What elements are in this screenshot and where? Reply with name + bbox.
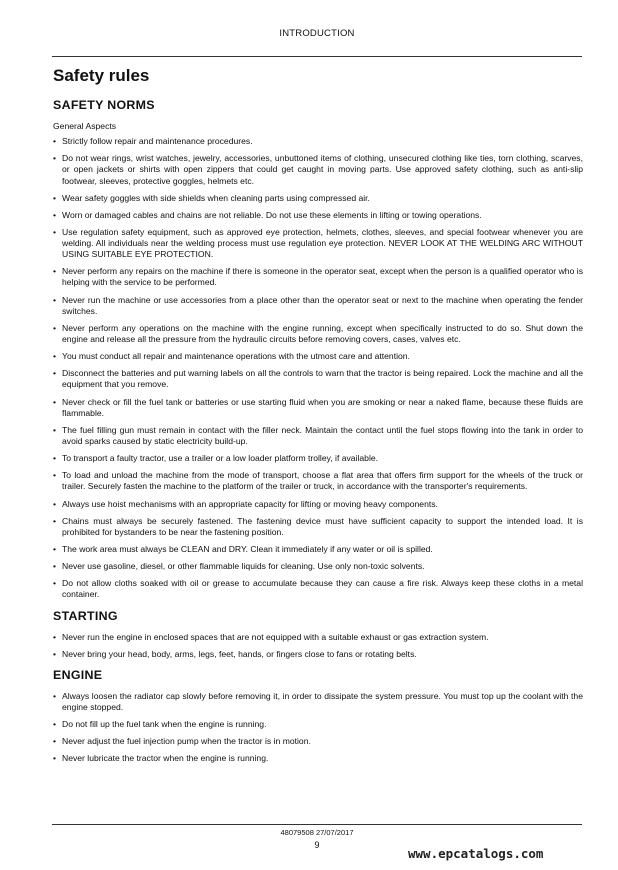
list-item: • Do not wear rings, wrist watches, jewelry, accessories, unbuttoned items of clothing, unsecured clothing like ties, torn clothing, scarves, or open jackets or shirts with open zippers that could get caught in moving parts. Use approved safety clothing, such as anti-slip footwear, sleeves, protective goggles, helmets etc. <box>53 153 583 187</box>
list-item: • Always use hoist mechanisms with an appropriate capacity for lifting or moving heavy components. <box>53 499 583 510</box>
list-item: • The fuel filling gun must remain in contact with the filler neck. Maintain the contact until the fuel stops flowing into the tank in order to avoid sparks caused by static electricity build-up. <box>53 425 583 447</box>
list-item: • You must conduct all repair and maintenance operations with the utmost care and attention. <box>53 351 583 362</box>
page-number: 9 <box>314 840 320 850</box>
list-item: • Never adjust the fuel injection pump when the tractor is in motion. <box>53 736 583 747</box>
list-item: • Never lubricate the tractor when the engine is running. <box>53 753 583 764</box>
list-item: • Wear safety goggles with side shields when cleaning parts using compressed air. <box>53 193 583 204</box>
section-heading: ENGINE <box>53 667 103 682</box>
bullet-list <box>53 632 583 660</box>
list-item: • Chains must always be securely fastened. The fastening device must have sufficient capacity to support the intended load. It is prohibited for bystanders to be near the fastening position. <box>53 516 583 538</box>
list-item: • Use regulation safety equipment, such as approved eye protection, helmets, clothes, sleeves, and special footwear whenever you are welding. All individuals near the welding process must use regulation eye protection. NEVER LOOK AT THE WELDING ARC WITHOUT USING SUITABLE EYE PROTECTION. <box>53 227 583 261</box>
section-heading: STARTING <box>53 608 118 623</box>
list-item: • Always loosen the radiator cap slowly before removing it, in order to dissipate the system pressure. You must top up the coolant with the engine stopped. <box>53 691 583 713</box>
list-item: • Never run the engine in enclosed spaces that are not equipped with a suitable exhaust or gas extraction system. <box>53 632 583 643</box>
list-item: • Never run the machine or use accessories from a place other than the operator seat or next to the machine when operating the fender switches. <box>53 295 583 317</box>
section-heading: SAFETY NORMS <box>53 98 155 112</box>
page-title: Safety rules <box>53 66 150 85</box>
list-item: • Never check or fill the fuel tank or batteries or use starting fluid when you are smoking or near a naked flame, because these fluids are flammable. <box>53 397 583 419</box>
list-item: • Do not fill up the fuel tank when the engine is running. <box>53 719 583 730</box>
footer-rule <box>52 824 582 825</box>
list-item: • Never bring your head, body, arms, legs, feet, hands, or fingers close to fans or rotating belts. <box>53 649 583 660</box>
list-item: • Do not allow cloths soaked with oil or grease to accumulate because they can cause a fire risk. Always keep these cloths in a metal container. <box>53 578 583 600</box>
list-item: • The work area must always be CLEAN and DRY. Clean it immediately if any water or oil is spilled. <box>53 544 583 555</box>
bullet-list <box>53 136 583 601</box>
list-item: • To transport a faulty tractor, use a trailer or a low loader platform trolley, if available. <box>53 453 583 464</box>
section-engine <box>53 668 583 765</box>
bullet-list <box>53 691 583 765</box>
list-item: • Never perform any operations on the machine with the engine running, except when specifically instructed to do so. Shut down the engine and release all the pressure from the hydraulic circuits before removing covers, cases, valves etc. <box>53 323 583 345</box>
document-code: 48079508 27/07/2017 <box>280 828 354 837</box>
page-header: INTRODUCTION <box>279 28 355 39</box>
main-content <box>53 98 583 773</box>
header-rule <box>52 56 582 57</box>
watermark-url: www.epcatalogs.com <box>408 846 544 861</box>
list-item: • Never perform any repairs on the machine if there is someone in the operator seat, except when the person is a qualified operator who is helping with the service to be performed. <box>53 266 583 288</box>
list-item: • Strictly follow repair and maintenance procedures. <box>53 136 583 147</box>
subsection-heading: General Aspects <box>53 121 117 131</box>
list-item: • Disconnect the batteries and put warning labels on all the controls to warn that the tractor is being repaired. Lock the machine and all the equipment that you remove. <box>53 368 583 390</box>
list-item: • Never use gasoline, diesel, or other flammable liquids for cleaning. Use only non-toxic solvents. <box>53 561 583 572</box>
list-item: • Worn or damaged cables and chains are not reliable. Do not use these elements in lifting or towing operations. <box>53 210 583 221</box>
list-item: • To load and unload the machine from the mode of transport, choose a flat area that offers firm support for the wheels of the truck or trailer. Securely fasten the machine to the platform of the trailer or truck, in accordance with the transporter's requirements. <box>53 470 583 492</box>
section-starting <box>53 609 583 660</box>
section-safety-norms <box>53 98 583 601</box>
